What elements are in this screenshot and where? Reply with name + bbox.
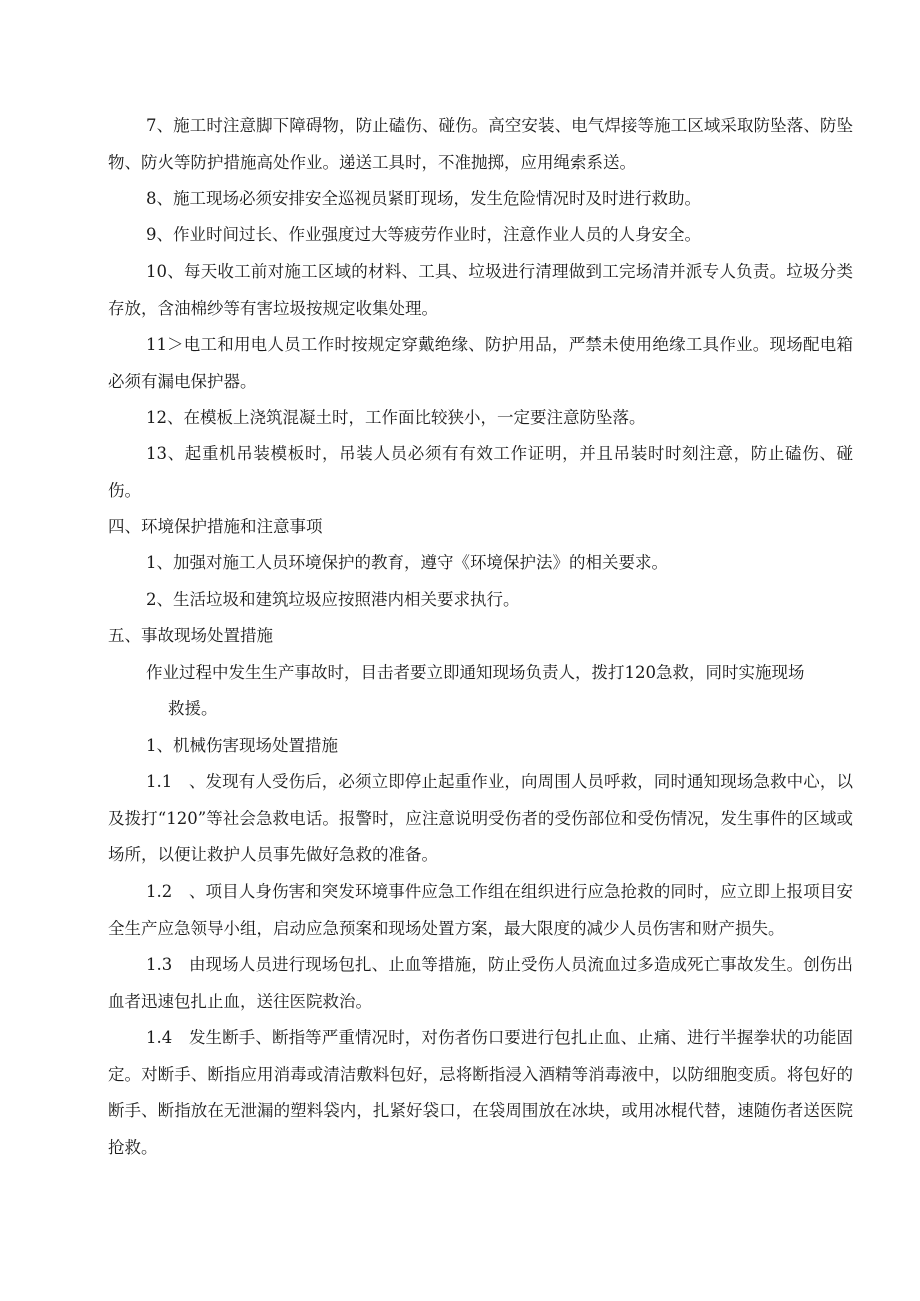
paragraph-item-9: 9、作业时间过长、作业强度过大等疲劳作业时，注意作业人员的人身安全。: [146, 225, 701, 244]
paragraph-item-13: 13、起重机吊装模板时，吊装人员必须有有效工作证明，并且吊装时时刻注意，防止磕伤、碰伤。: [108, 444, 853, 500]
measure-item-1-3: 1.3 由现场人员进行现场包扎、止血等措施，防止受伤人员流血过多造成死亡事故发生。创伤出血者迅速包扎止血，送往医院救治。: [108, 955, 853, 1011]
measure-item-1-4: 1.4 发生断手、断指等严重情况时，对伤者伤口要进行包扎止血、止痛、进行半握拳状的功能固定。对断手、断指应用消毒或清洁敷料包好，忌将断指浸入酒精等消毒液中，以防细胞变质。将包好的断手、断指放在无泄漏的塑料袋内，扎紧好袋口，在袋周围放在冰块，或用冰棍代替，速随伤者送医院抢救。: [108, 1028, 853, 1157]
paragraph-item-7: 7、施工时注意脚下障碍物，防止磕伤、碰伤。高空安装、电气焊接等施工区域采取防坠落、防坠物、防火等防护措施高处作业。递送工具时，不准抛掷，应用绳索系送。: [108, 116, 853, 172]
section-heading-accident: 五、事故现场处置措施: [108, 626, 273, 645]
environment-item-1: 1、加强对施工人员环境保护的教育，遵守《环境保护法》的相关要求。: [146, 553, 668, 572]
measure-item-1-1: 1.1 、发现有人受伤后，必须立即停止起重作业，向周围人员呼救，同时通知现场急救中心，以及拨打“120”等社会急救电话。报警时，应注意说明受伤者的受伤部位和受伤情况，发生事件的区域或场所，以便让救护人员事先做好急救的准备。: [108, 772, 853, 864]
subsection-heading-mechanical: 1、机械伤害现场处置措施: [146, 736, 338, 755]
measure-item-1-2: 1.2 、项目人身伤害和突发环境事件应急工作组在组织进行应急抢救的同时，应立即上报项目安全生产应急领导小组，启动应急预案和现场处置方案，最大限度的减少人员伤害和财产损失。: [108, 882, 853, 938]
paragraph-item-10: 10、每天收工前对施工区域的材料、工具、垃圾进行清理做到工完场清并派专人负责。垃圾分类存放，含油棉纱等有害垃圾按规定收集处理。: [108, 262, 853, 318]
accident-intro-line1: 作业过程中发生生产事故时，目击者要立即通知现场负责人，拨打120急救，同时实施现场: [146, 663, 805, 682]
section-heading-environment: 四、环境保护措施和注意事项: [108, 517, 323, 536]
paragraph-item-12: 12、在模板上浇筑混凝土时，工作面比较狭小，一定要注意防坠落。: [146, 408, 646, 427]
paragraph-item-8: 8、施工现场必须安排安全巡视员紧盯现场，发生危险情况时及时进行救助。: [146, 189, 701, 208]
paragraph-item-11: 11＞电工和用电人员工作时按规定穿戴绝缘、防护用品，严禁未使用绝缘工具作业。现场配电箱必须有漏电保护器。: [108, 335, 853, 391]
environment-item-2: 2、生活垃圾和建筑垃圾应按照港内相关要求执行。: [146, 590, 520, 609]
accident-intro-line2: 救援。: [168, 699, 218, 718]
